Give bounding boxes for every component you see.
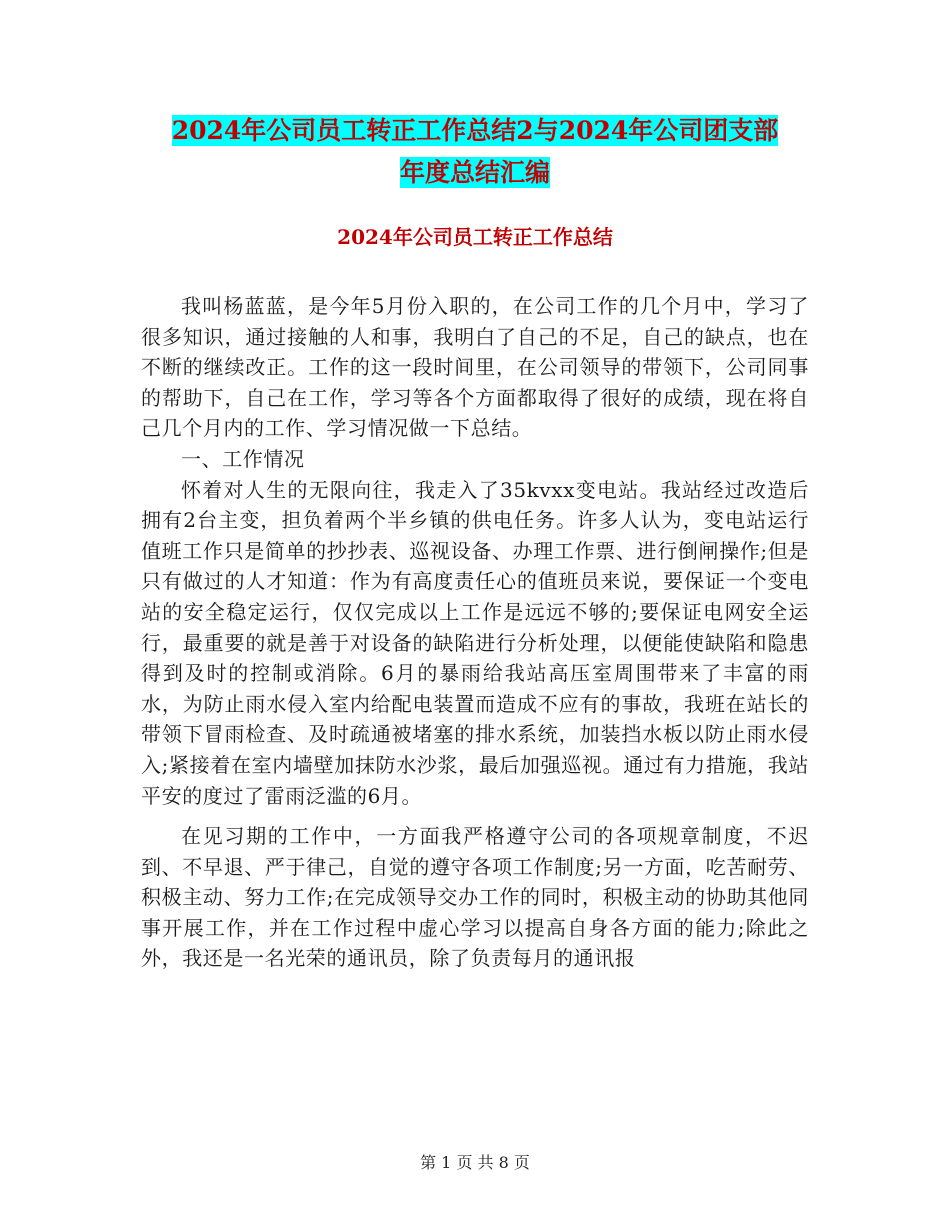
paragraph-probation: 在见习期的工作中，一方面我严格遵守公司的各项规章制度，不迟到、不早退、严于律己，自觉的遵守各项工作制度;另一方面，吃苦耐劳、积极主动、努力工作;在完成领导交办工作的同时，积极主动的协助其他同事开展工作，并在工作过程中虚心学习以提高自身各方面的能力;除此之外，我还是一名光荣的通讯员，除了负责每月的通讯报 <box>141 824 809 971</box>
paragraph-heading-work: 一、工作情况 <box>181 446 305 471</box>
document-title <box>140 110 810 194</box>
paragraph-work-situation: 怀着对人生的无限向往，我走入了35kvxx变电站。我站经过改造后拥有2台主变，担负着两个半乡镇的供电任务。许多人认为，变电站运行值班工作只是简单的抄抄表、巡视设备、办理工作票、进行倒闸操作;但是只有做过的人才知道：作为有高度责任心的值班员来说，要保证一个变电站的安全稳定运行，仅仅完成以上工作是远远不够的;要保证电网安全运行，最重要的就是善于对设备的缺陷进行分析处理，以便能使缺陷和隐患得到及时的控制或消除。6月的暴雨给我站高压室周围带来了丰富的雨水，为防止雨水侵入室内给配电装置而造成不应有的事故，我班在站长的带领下冒雨检查、及时疏通被堵塞的排水系统，加装挡水板以防止雨水侵入;紧接着在室内墙壁加抹防水沙浆，最后加强巡视。通过有力措施，我站平安的度过了雷雨泛滥的6月。 <box>141 477 809 808</box>
page-footer: 第 1 页 共 8 页 <box>420 1153 530 1172</box>
document-title-line2: 年度总结汇编 <box>399 158 550 187</box>
paragraph-intro: 我叫杨蓝蓝，是今年5月份入职的，在公司工作的几个月中，学习了很多知识，通过接触的人和事，我明白了自己的不足，自己的缺点，也在不断的继续改正。工作的这一段时间里，在公司领导的带领下，公司同事的帮助下，自己在工作，学习等各个方面都取得了很好的成绩，现在将自己几个月内的工作、学习情况做一下总结。 <box>141 294 809 441</box>
document-body <box>141 291 809 974</box>
document-title-line1: 2024年公司员工转正工作总结2与2024年公司团支部 <box>171 116 779 145</box>
section-title: 2024年公司员工转正工作总结 <box>337 225 613 249</box>
